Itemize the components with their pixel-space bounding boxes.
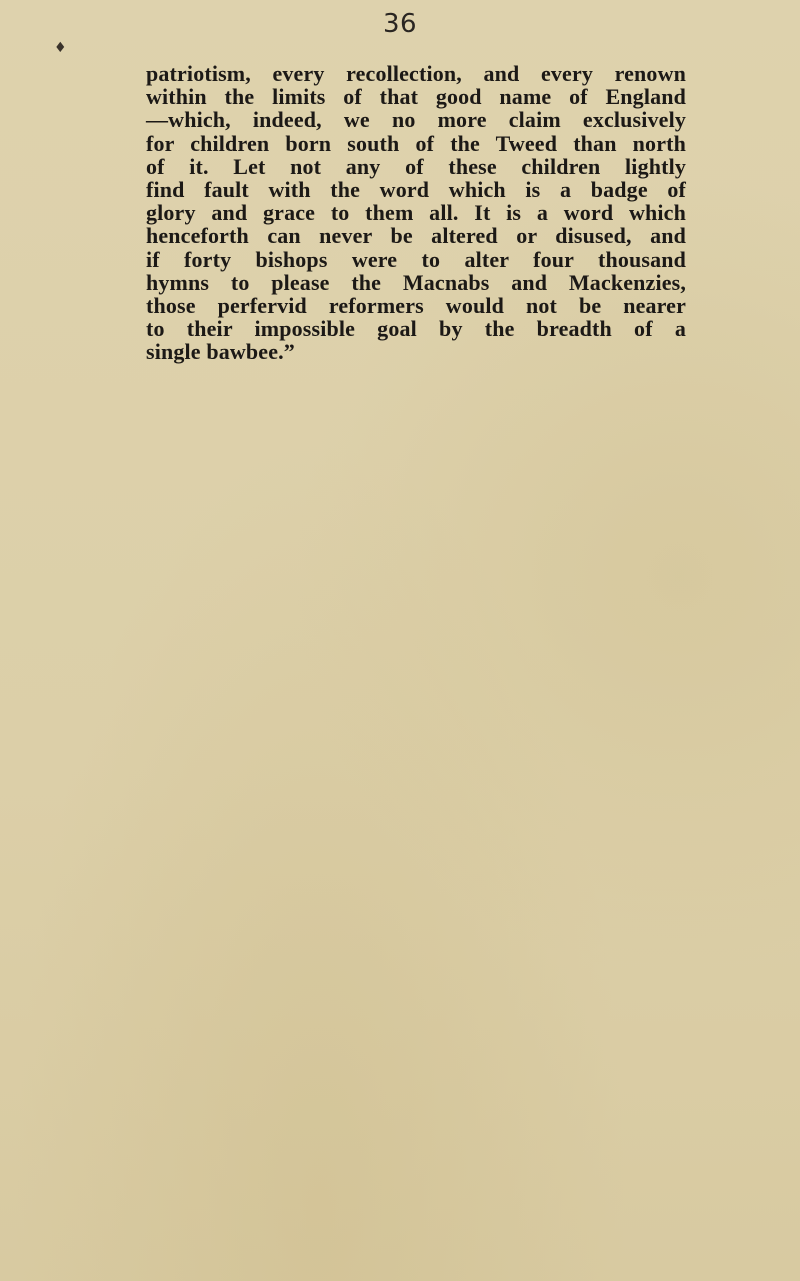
text-line: find fault with the word which is a badge of [146, 177, 686, 203]
text-line: patriotism, every recollection, and every renown [146, 61, 686, 86]
body-paragraph [146, 62, 686, 364]
margin-mark: ♦ [54, 40, 67, 56]
text-line: of it. Let not any of these children lightly [146, 153, 686, 179]
text-line-last: single bawbee.” [146, 339, 295, 365]
text-line: within the limits of that good name of England [146, 84, 686, 110]
text-line: glory and grace to them all. It is a word which [146, 200, 686, 226]
text-line: if forty bishops were to alter four thousand [146, 246, 686, 272]
page-number: 36 [382, 9, 418, 39]
text-line: —which, indeed, we no more claim exclusively [146, 107, 686, 133]
text-line: to their impossible goal by the breadth of a [146, 316, 686, 342]
text-line: those perfervid reformers would not be nearer [146, 293, 686, 319]
text-line: for children born south of the Tweed than north [146, 130, 686, 156]
text-line: hymns to please the Macnabs and Mackenzies, [146, 269, 686, 295]
text-line: henceforth can never be altered or disused, and [146, 223, 686, 249]
